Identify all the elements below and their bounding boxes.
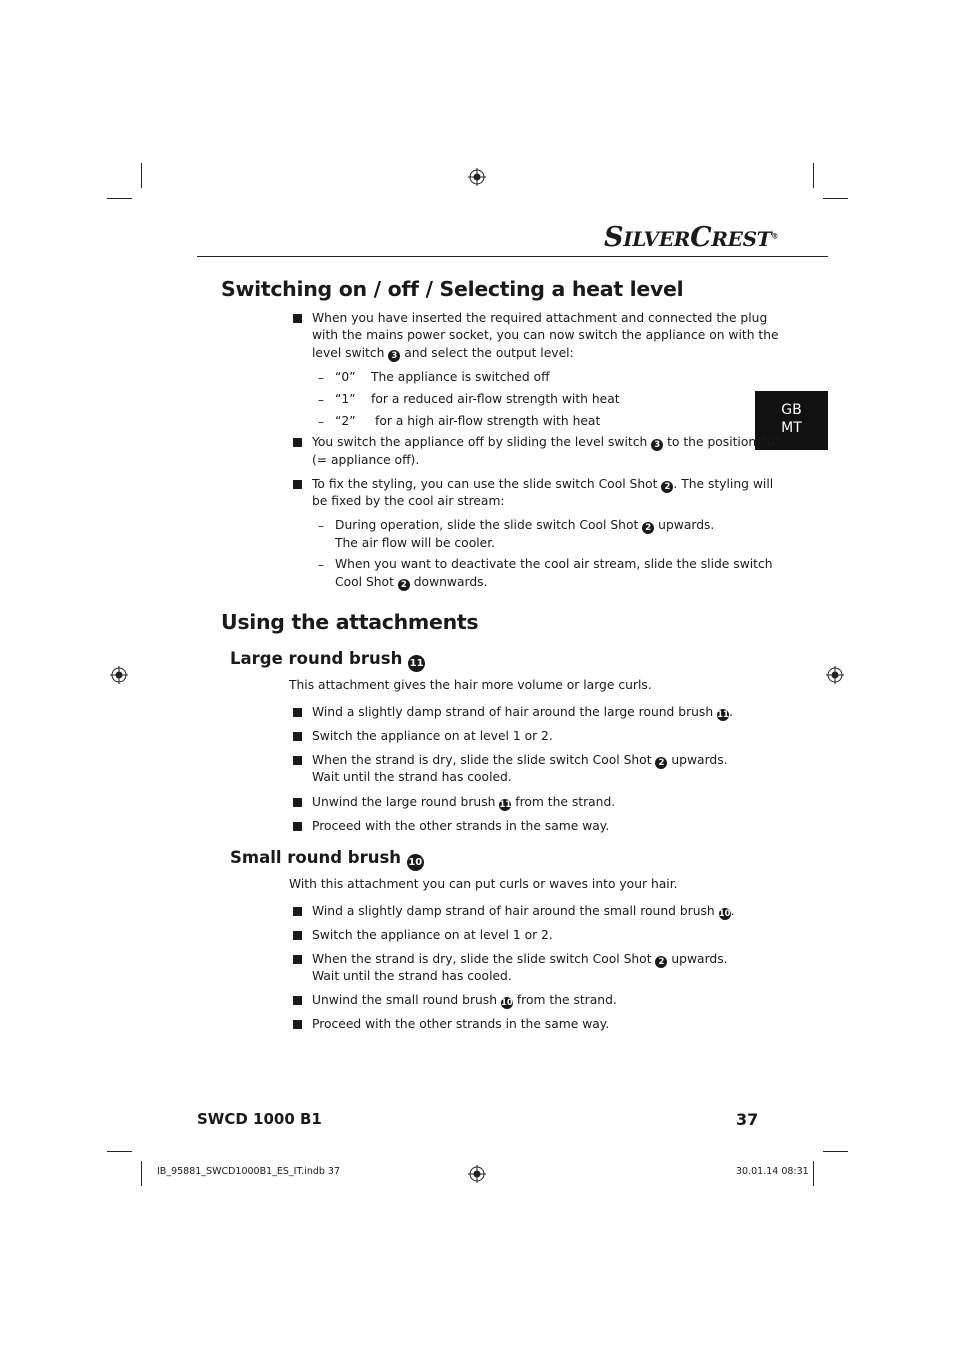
part-number-badge: 11 <box>717 710 729 720</box>
paragraph-line: When you want to deactivate the cool air stream, slide the slide switch <box>335 557 773 571</box>
square-bullet-icon <box>293 798 302 807</box>
paragraph-line: Cool Shot 2 downwards. <box>335 575 488 590</box>
dash-marker: – <box>318 393 324 407</box>
part-number-badge: 3 <box>388 350 400 362</box>
part-number-badge: 2 <box>655 757 667 769</box>
paragraph-line: The air flow will be cooler. <box>335 536 496 550</box>
language-code: GB <box>781 402 802 418</box>
dash-marker: – <box>318 519 324 533</box>
level-code: “2” <box>335 414 356 428</box>
square-bullet-icon <box>293 822 302 831</box>
crop-mark <box>813 163 814 188</box>
square-bullet-icon <box>293 1020 302 1029</box>
registration-mark-icon <box>826 666 844 684</box>
intro-text: This attachment gives the hair more volume or large curls. <box>289 678 652 692</box>
registration-mark-icon <box>110 666 128 684</box>
subsection-title: Large round brush 11 <box>230 649 425 672</box>
slug-timestamp: 30.01.14 08:31 <box>736 1166 809 1177</box>
part-number-badge: 2 <box>398 579 410 591</box>
paragraph-line: Wait until the strand has cooled. <box>312 770 512 784</box>
paragraph-line: When the strand is dry, slide the slide switch Cool Shot 2 upwards. <box>312 952 728 967</box>
part-number-badge: 2 <box>661 481 673 493</box>
paragraph-line: When you have inserted the required attachment and connected the plug <box>312 311 768 325</box>
model-number: SWCD 1000 B1 <box>197 1110 322 1128</box>
crop-mark <box>107 198 132 199</box>
dash-marker: – <box>318 371 324 385</box>
paragraph-line: When the strand is dry, slide the slide switch Cool Shot 2 upwards. <box>312 753 728 768</box>
paragraph-line: Unwind the large round brush 11 from the strand. <box>312 795 616 810</box>
language-code: MT <box>781 420 802 436</box>
section-title: Using the attachments <box>221 610 479 634</box>
header-rule <box>197 256 828 257</box>
square-bullet-icon <box>293 732 302 741</box>
part-number-badge: 3 <box>651 439 663 451</box>
intro-text: With this attachment you can put curls or waves into your hair. <box>289 877 678 891</box>
paragraph-line: To fix the styling, you can use the slide switch Cool Shot 2 . The styling will <box>312 477 774 492</box>
paragraph-line: You switch the appliance off by sliding the level switch 3 to the position “0” <box>312 435 781 450</box>
slug-filename: IB_95881_SWCD1000B1_ES_IT.indb 37 <box>157 1166 341 1177</box>
paragraph-line: During operation, slide the slide switch Cool Shot 2 upwards. <box>335 518 715 533</box>
paragraph-line: Wind a slightly damp strand of hair around the large round brush 11. <box>312 705 733 720</box>
crop-mark <box>813 1161 814 1186</box>
square-bullet-icon <box>293 907 302 916</box>
crop-mark <box>823 198 848 199</box>
registration-mark-icon <box>468 168 486 186</box>
paragraph-line: be fixed by the cool air stream: <box>312 494 505 508</box>
dash-marker: – <box>318 558 324 572</box>
square-bullet-icon <box>293 480 302 489</box>
level-description: for a reduced air-flow strength with heat <box>371 392 620 406</box>
square-bullet-icon <box>293 708 302 717</box>
level-code: “0” <box>335 370 356 384</box>
square-bullet-icon <box>293 996 302 1005</box>
subsection-title: Small round brush 10 <box>230 848 424 871</box>
level-description: for a high air-flow strength with heat <box>375 414 601 428</box>
paragraph-line: (= appliance off). <box>312 453 420 467</box>
square-bullet-icon <box>293 931 302 940</box>
paragraph-line: Switch the appliance on at level 1 or 2. <box>312 928 553 942</box>
paragraph-line: Unwind the small round brush 10 from the strand. <box>312 993 617 1008</box>
paragraph-line: Wind a slightly damp strand of hair around the small round brush 10. <box>312 904 735 919</box>
section-title: Switching on / off / Selecting a heat level <box>221 277 684 301</box>
part-number-badge: 11 <box>408 655 425 672</box>
part-number-badge: 11 <box>499 800 512 810</box>
part-number-badge: 10 <box>407 854 424 871</box>
part-number-badge: 10 <box>501 998 513 1008</box>
paragraph-line: Proceed with the other strands in the same way. <box>312 819 610 833</box>
part-number-badge: 10 <box>718 909 731 919</box>
page-number: 37 <box>736 1110 759 1129</box>
part-number-badge: 2 <box>642 522 654 534</box>
square-bullet-icon <box>293 438 302 447</box>
paragraph-line: with the mains power socket, you can now switch the appliance on with the <box>312 328 779 342</box>
level-code: “1” <box>335 392 356 406</box>
paragraph-line: Proceed with the other strands in the same way. <box>312 1017 610 1031</box>
square-bullet-icon <box>293 955 302 964</box>
paragraph-line: Switch the appliance on at level 1 or 2. <box>312 729 553 743</box>
registration-mark-icon <box>468 1165 486 1183</box>
crop-mark <box>823 1151 848 1152</box>
dash-marker: – <box>318 415 324 429</box>
level-description: The appliance is switched off <box>371 370 550 384</box>
paragraph-line: level switch 3 and select the output level: <box>312 346 574 361</box>
crop-mark <box>141 163 142 188</box>
crop-mark <box>141 1161 142 1186</box>
part-number-badge: 2 <box>655 956 667 968</box>
brand-logo: SILVERCREST® <box>604 222 779 253</box>
paragraph-line: Wait until the strand has cooled. <box>312 969 512 983</box>
crop-mark <box>107 1151 132 1152</box>
square-bullet-icon <box>293 756 302 765</box>
square-bullet-icon <box>293 314 302 323</box>
